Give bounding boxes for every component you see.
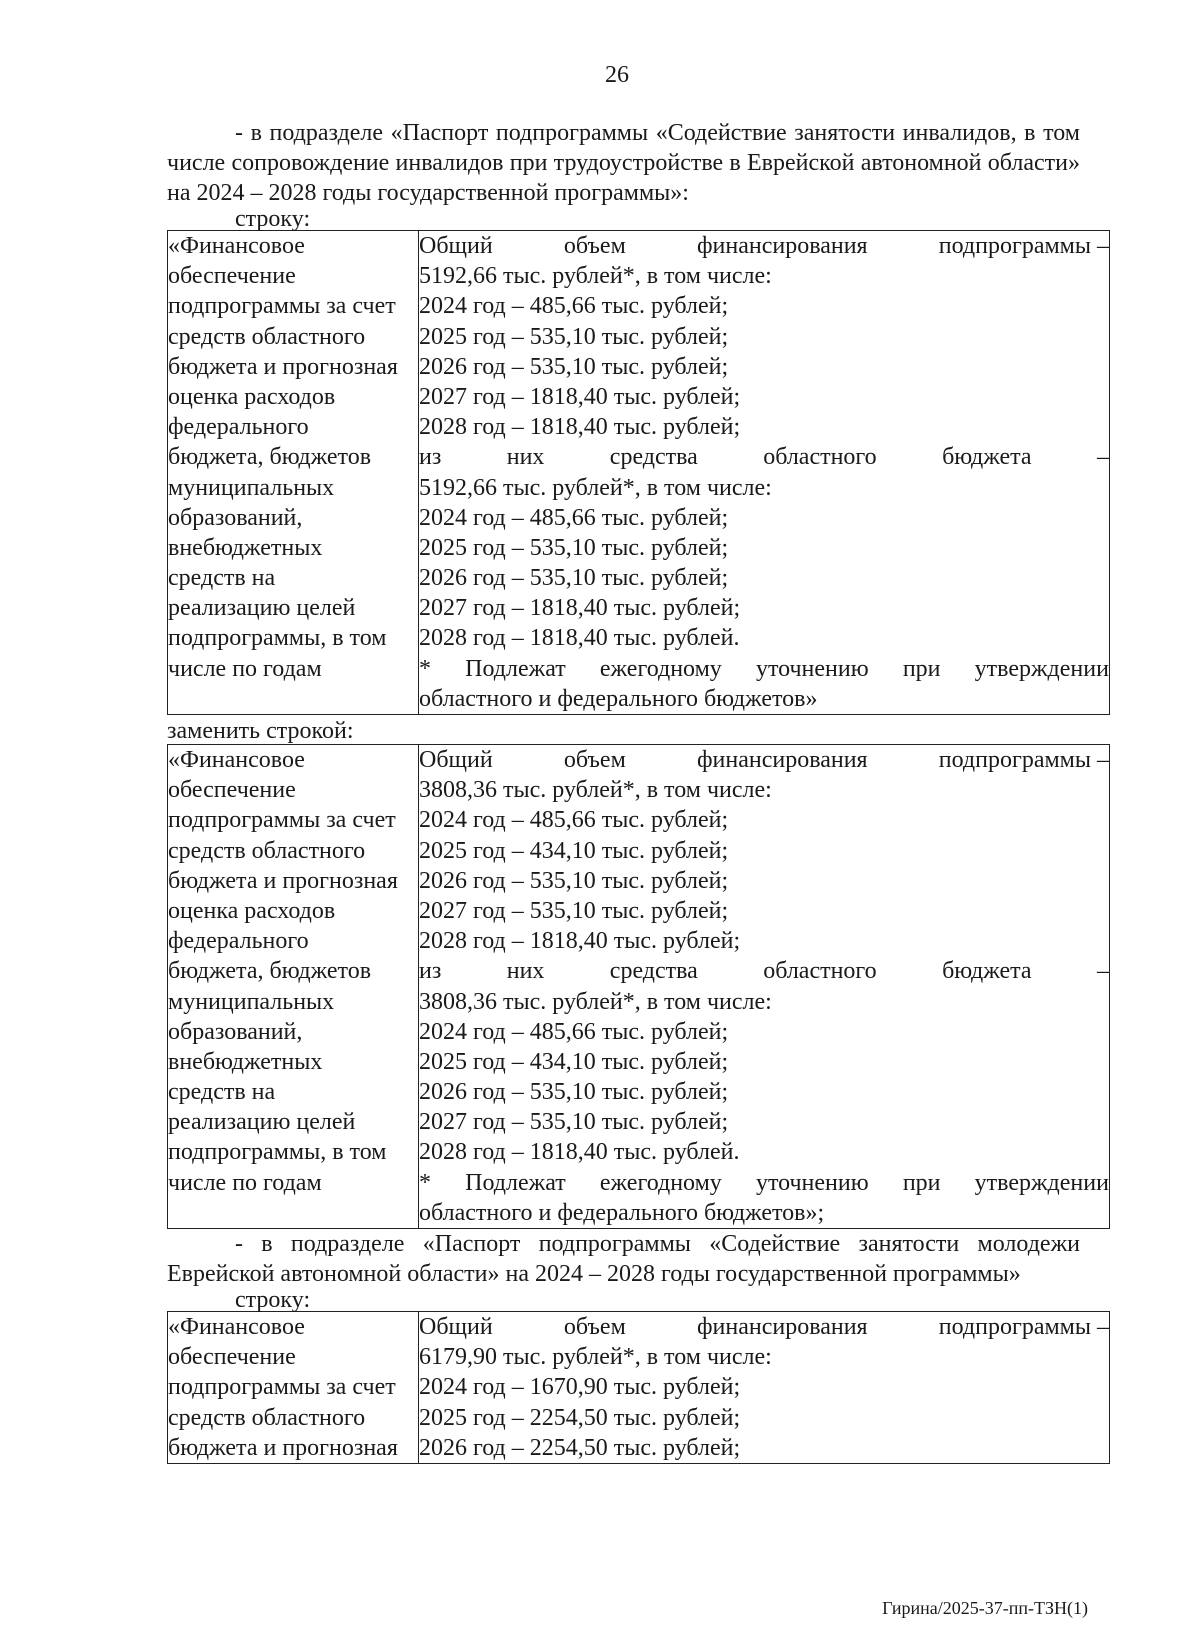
text-line: средств областного — [168, 837, 366, 864]
old-table-right-cell — [419, 231, 1110, 715]
old-years-list — [419, 291, 1109, 442]
page-number: 26 — [605, 62, 629, 88]
section2-intro: - в подразделе «Паспорт подпрограммы «Содействие занятости молодежи Еврейской автономной области» на 2024 – 2028 годы государственной программы» — [167, 1231, 1080, 1287]
text-line: 2028 год – 1818,40 тыс. рублей; — [419, 414, 741, 441]
text-line: 2027 год – 1818,40 тыс. рублей; — [419, 595, 741, 622]
text-line: 2028 год – 1818,40 тыс. рублей. — [419, 625, 740, 652]
text-line: числе по годам — [168, 1169, 322, 1196]
word: Общий — [419, 1314, 493, 1340]
youth-years-list — [419, 1372, 1109, 1463]
text-line: федерального — [168, 928, 309, 955]
section2-label-row: строку: — [235, 1287, 311, 1313]
old-financing-table — [167, 230, 1110, 715]
text-line: 2025 год – 434,10 тыс. рублей; — [419, 837, 729, 864]
text-line: 2028 год – 1818,40 тыс. рублей. — [419, 1139, 740, 1166]
text-line: оценка расходов — [168, 383, 336, 410]
text-line: подпрограммы, в том — [168, 625, 387, 652]
text-line: федерального — [168, 414, 309, 441]
text-line: «Финансовое — [168, 1314, 305, 1340]
text-line: образований, — [168, 1018, 303, 1045]
word: них — [506, 958, 545, 985]
word: – — [1096, 444, 1109, 471]
text-line: числе по годам — [168, 655, 322, 682]
text-line: 2024 год – 1670,90 тыс. рублей; — [419, 1374, 741, 1401]
word: них — [506, 444, 545, 471]
youth-table-left-cell — [168, 1312, 419, 1464]
text-line: средств на — [168, 1079, 276, 1106]
section1-label-row: строку: — [235, 206, 311, 232]
text-line: подпрограммы за счет — [168, 1374, 396, 1401]
text-line: 2024 год – 485,66 тыс. рублей; — [419, 1018, 729, 1045]
text-line: 2026 год – 535,10 тыс. рублей; — [419, 867, 729, 894]
word: бюджета — [942, 444, 1032, 471]
text-line: подпрограммы за счет — [168, 807, 396, 834]
word: финансирования — [696, 1314, 868, 1340]
word: ежегодному — [599, 1169, 722, 1196]
new-years2-list — [419, 1017, 1109, 1168]
old-total-line: 5192,66 тыс. рублей*, в том числе: — [419, 263, 772, 290]
word: при — [902, 1169, 941, 1196]
text-line: бюджета, бюджетов — [168, 958, 372, 985]
text-line: средств областного — [168, 323, 366, 350]
youth-total-line: 6179,90 тыс. рублей*, в том числе: — [419, 1344, 772, 1371]
word: утверждении — [974, 1169, 1109, 1196]
word: Подлежат — [465, 1169, 566, 1196]
word: средства — [609, 958, 698, 985]
word: из — [419, 444, 442, 471]
word: Общий — [419, 233, 493, 259]
word: подпрограммы – — [938, 747, 1109, 773]
section1-intro: - в подразделе «Паспорт подпрограммы «Содействие занятости инвалидов, в том числе сопровождение инвалидов при трудоустройстве в Еврейской автономной области» на 2024 – 2028 годы государственной программы»: — [167, 120, 1080, 206]
youth-table-right-cell — [419, 1312, 1110, 1464]
text-line: 2025 год – 535,10 тыс. рублей; — [419, 323, 729, 350]
text-line: 2024 год – 485,66 тыс. рублей; — [419, 807, 729, 834]
word: – — [1096, 958, 1109, 985]
text-line: обеспечение — [168, 777, 296, 804]
text-line: 2028 год – 1818,40 тыс. рублей; — [419, 928, 741, 955]
youth-financing-table — [167, 1311, 1110, 1464]
text-line: муниципальных — [168, 988, 335, 1015]
word: подпрограммы – — [938, 233, 1109, 259]
word: подпрограммы – — [938, 1314, 1109, 1340]
text-line: 2026 год – 535,10 тыс. рублей; — [419, 353, 729, 380]
text-line: 2027 год – 535,10 тыс. рублей; — [419, 1109, 729, 1136]
new-note-line — [419, 1168, 1109, 1198]
text-line: средств областного — [168, 1404, 366, 1431]
new-head-line — [419, 745, 1109, 775]
text-line: обеспечение — [168, 263, 296, 290]
text-line: 2024 год – 485,66 тыс. рублей; — [419, 293, 729, 320]
word: из — [419, 958, 442, 985]
text-line: 2027 год – 535,10 тыс. рублей; — [419, 897, 729, 924]
word: Общий — [419, 747, 493, 773]
word: областного — [763, 958, 877, 985]
old-note-end: областного и федерального бюджетов» — [419, 685, 818, 712]
text-line: реализацию целей — [168, 1109, 356, 1136]
text-line: подпрограммы, в том — [168, 1139, 387, 1166]
word: бюджета — [942, 958, 1032, 985]
new-years-list — [419, 805, 1109, 956]
replace-label: заменить строкой: — [167, 718, 354, 744]
footer-code: Гирина/2025-37-пп-ТЗН(1) — [882, 1598, 1088, 1618]
new-sub-total-line: 3808,36 тыс. рублей*, в том числе: — [419, 988, 772, 1015]
word: * — [419, 655, 431, 682]
document-body — [167, 118, 1109, 1464]
word: уточнению — [755, 1169, 869, 1196]
new-table-left-cell — [168, 745, 419, 1229]
new-table-right-cell — [419, 745, 1110, 1229]
text-line: внебюджетных — [168, 1048, 323, 1075]
word: уточнению — [755, 655, 869, 682]
word: Подлежат — [465, 655, 566, 682]
old-years2-list — [419, 503, 1109, 654]
text-line: оценка расходов — [168, 897, 336, 924]
old-table-left-cell — [168, 231, 419, 715]
text-line: 2025 год – 535,10 тыс. рублей; — [419, 534, 729, 561]
text-line: 2026 год – 2254,50 тыс. рублей; — [419, 1434, 741, 1461]
text-line: образований, — [168, 504, 303, 531]
old-head-line — [419, 231, 1109, 261]
text-line: муниципальных — [168, 474, 335, 501]
word: при — [902, 655, 941, 682]
word: объем — [563, 1314, 626, 1340]
text-line: 2025 год – 2254,50 тыс. рублей; — [419, 1404, 741, 1431]
text-line: бюджета и прогнозная — [168, 867, 398, 894]
word: ежегодному — [599, 655, 722, 682]
text-line: бюджета и прогнозная — [168, 353, 398, 380]
text-line: средств на — [168, 565, 276, 592]
text-line: обеспечение — [168, 1344, 296, 1371]
word: объем — [563, 747, 626, 773]
old-sub-head-line — [419, 442, 1109, 472]
text-line: подпрограммы за счет — [168, 293, 396, 320]
word: финансирования — [696, 747, 868, 773]
word: объем — [563, 233, 626, 259]
text-line: реализацию целей — [168, 595, 356, 622]
new-total-line: 3808,36 тыс. рублей*, в том числе: — [419, 777, 772, 804]
text-line: 2024 год – 485,66 тыс. рублей; — [419, 504, 729, 531]
text-line: бюджета и прогнозная — [168, 1434, 398, 1461]
word: утверждении — [974, 655, 1109, 682]
text-line: 2027 год – 1818,40 тыс. рублей; — [419, 383, 741, 410]
text-line: 2026 год – 535,10 тыс. рублей; — [419, 1079, 729, 1106]
old-note-line — [419, 654, 1109, 684]
text-line: внебюджетных — [168, 534, 323, 561]
word: областного — [763, 444, 877, 471]
word: * — [419, 1169, 431, 1196]
text-line: «Финансовое — [168, 233, 305, 259]
word: финансирования — [696, 233, 868, 259]
new-note-end: областного и федерального бюджетов»; — [419, 1199, 825, 1226]
new-sub-head-line — [419, 956, 1109, 986]
text-line: 2026 год – 535,10 тыс. рублей; — [419, 565, 729, 592]
youth-head-line — [419, 1312, 1109, 1342]
text-line: «Финансовое — [168, 747, 305, 773]
new-financing-table — [167, 744, 1110, 1229]
word: средства — [609, 444, 698, 471]
text-line: бюджета, бюджетов — [168, 444, 372, 471]
old-sub-total-line: 5192,66 тыс. рублей*, в том числе: — [419, 474, 772, 501]
text-line: 2025 год – 434,10 тыс. рублей; — [419, 1048, 729, 1075]
